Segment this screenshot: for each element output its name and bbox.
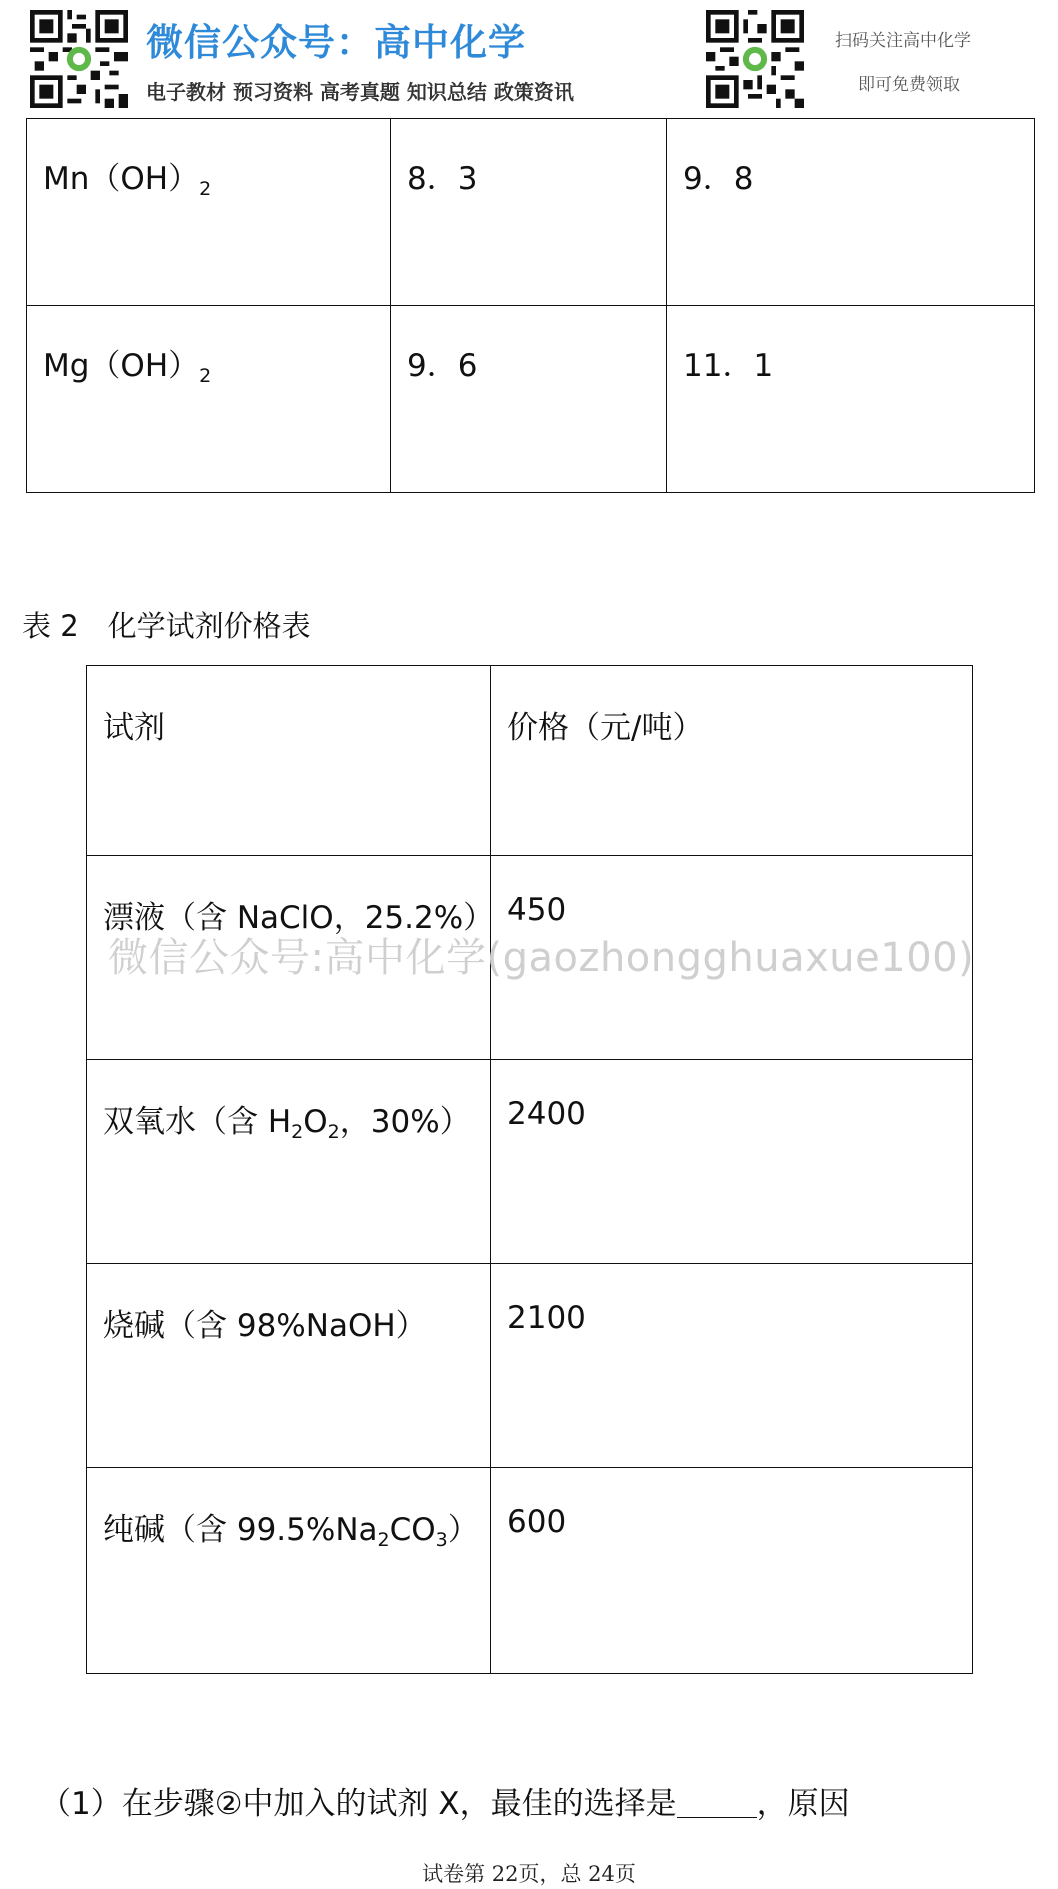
table-row [87,1468,973,1674]
question-prefix: （1）在步骤②中加入的试剂 X，最佳的选择是 [40,1786,677,1822]
subscript: 2 [377,1529,390,1551]
table-row [27,119,1035,306]
page-footer: 试卷第 22页，总 24页 [422,1862,636,1886]
qr-code-icon [706,10,804,108]
table-cell [27,306,391,493]
reagent-text: O [303,1104,328,1140]
compound-name: Mn（OH） [43,161,200,197]
table-cell [27,119,391,306]
table-header-cell [87,666,491,856]
table-cell [667,119,1035,306]
table-cell [391,306,667,493]
subscript: 2 [199,178,212,200]
ph-start-value: 8．3 [407,161,478,197]
subscript: 3 [435,1529,448,1551]
reagent-text: 双氧水（含 H [103,1104,292,1140]
question-suffix: ，原因 [756,1786,850,1822]
table-header-row [87,666,973,856]
table-row [87,1264,973,1468]
table-cell [491,1468,973,1674]
scan-prompt-free: 即可免费领取 [858,75,960,95]
reagent-name [87,1468,490,1551]
question-1 [40,1778,850,1823]
reagent-text: ，30%） [339,1104,471,1140]
reagent-name: 烧碱（含 98%NaOH） [103,1308,427,1344]
reagent-price: 600 [507,1504,567,1540]
table-row [27,306,1035,493]
table-row [87,1060,973,1264]
brand-title: 微信公众号：高中化学 [146,21,526,64]
qr-code-icon [30,10,128,108]
scan-prompt: 扫码关注高中化学 [835,31,971,51]
table-cell [87,1060,491,1264]
reagent-name [87,1060,490,1143]
table-cell [491,1264,973,1468]
ph-complete-value: 11．1 [683,348,774,384]
hydroxide-ph-table [26,118,1035,493]
table-cell [491,1060,973,1264]
table-cell [87,1264,491,1468]
reagent-price: 2400 [507,1096,586,1132]
brand-subtitle: 电子教材 预习资料 高考真题 知识总结 政策资讯 [146,80,574,104]
reagent-price: 450 [507,892,567,928]
table-cell [667,306,1035,493]
reagent-price-table [86,665,973,1674]
reagent-text: 纯碱（含 99.5%Na [103,1512,378,1548]
column-header-reagent: 试剂 [103,710,165,746]
ph-start-value: 9．6 [407,348,478,384]
table-cell [87,1468,491,1674]
reagent-text: CO [389,1512,436,1548]
column-header-price: 价格（元/吨） [507,710,704,746]
table-caption: 表 2 化学试剂价格表 [22,609,311,643]
qr-code-right [706,10,804,108]
reagent-name: 漂液（含 NaClO，25.2%） [103,900,495,936]
ph-complete-value: 9．8 [683,161,754,197]
watermark: 微信公众号:高中化学(gaozhongghuaxue100) [108,935,975,981]
subscript: 2 [327,1121,340,1143]
subscript: 2 [291,1121,304,1143]
table-header-cell [491,666,973,856]
compound-name: Mg（OH） [43,348,200,384]
table-cell [391,119,667,306]
subscript: 2 [199,365,212,387]
answer-blank[interactable] [677,1789,757,1818]
qr-code-left [30,10,128,108]
reagent-price: 2100 [507,1300,586,1336]
reagent-text: ） [447,1512,479,1548]
